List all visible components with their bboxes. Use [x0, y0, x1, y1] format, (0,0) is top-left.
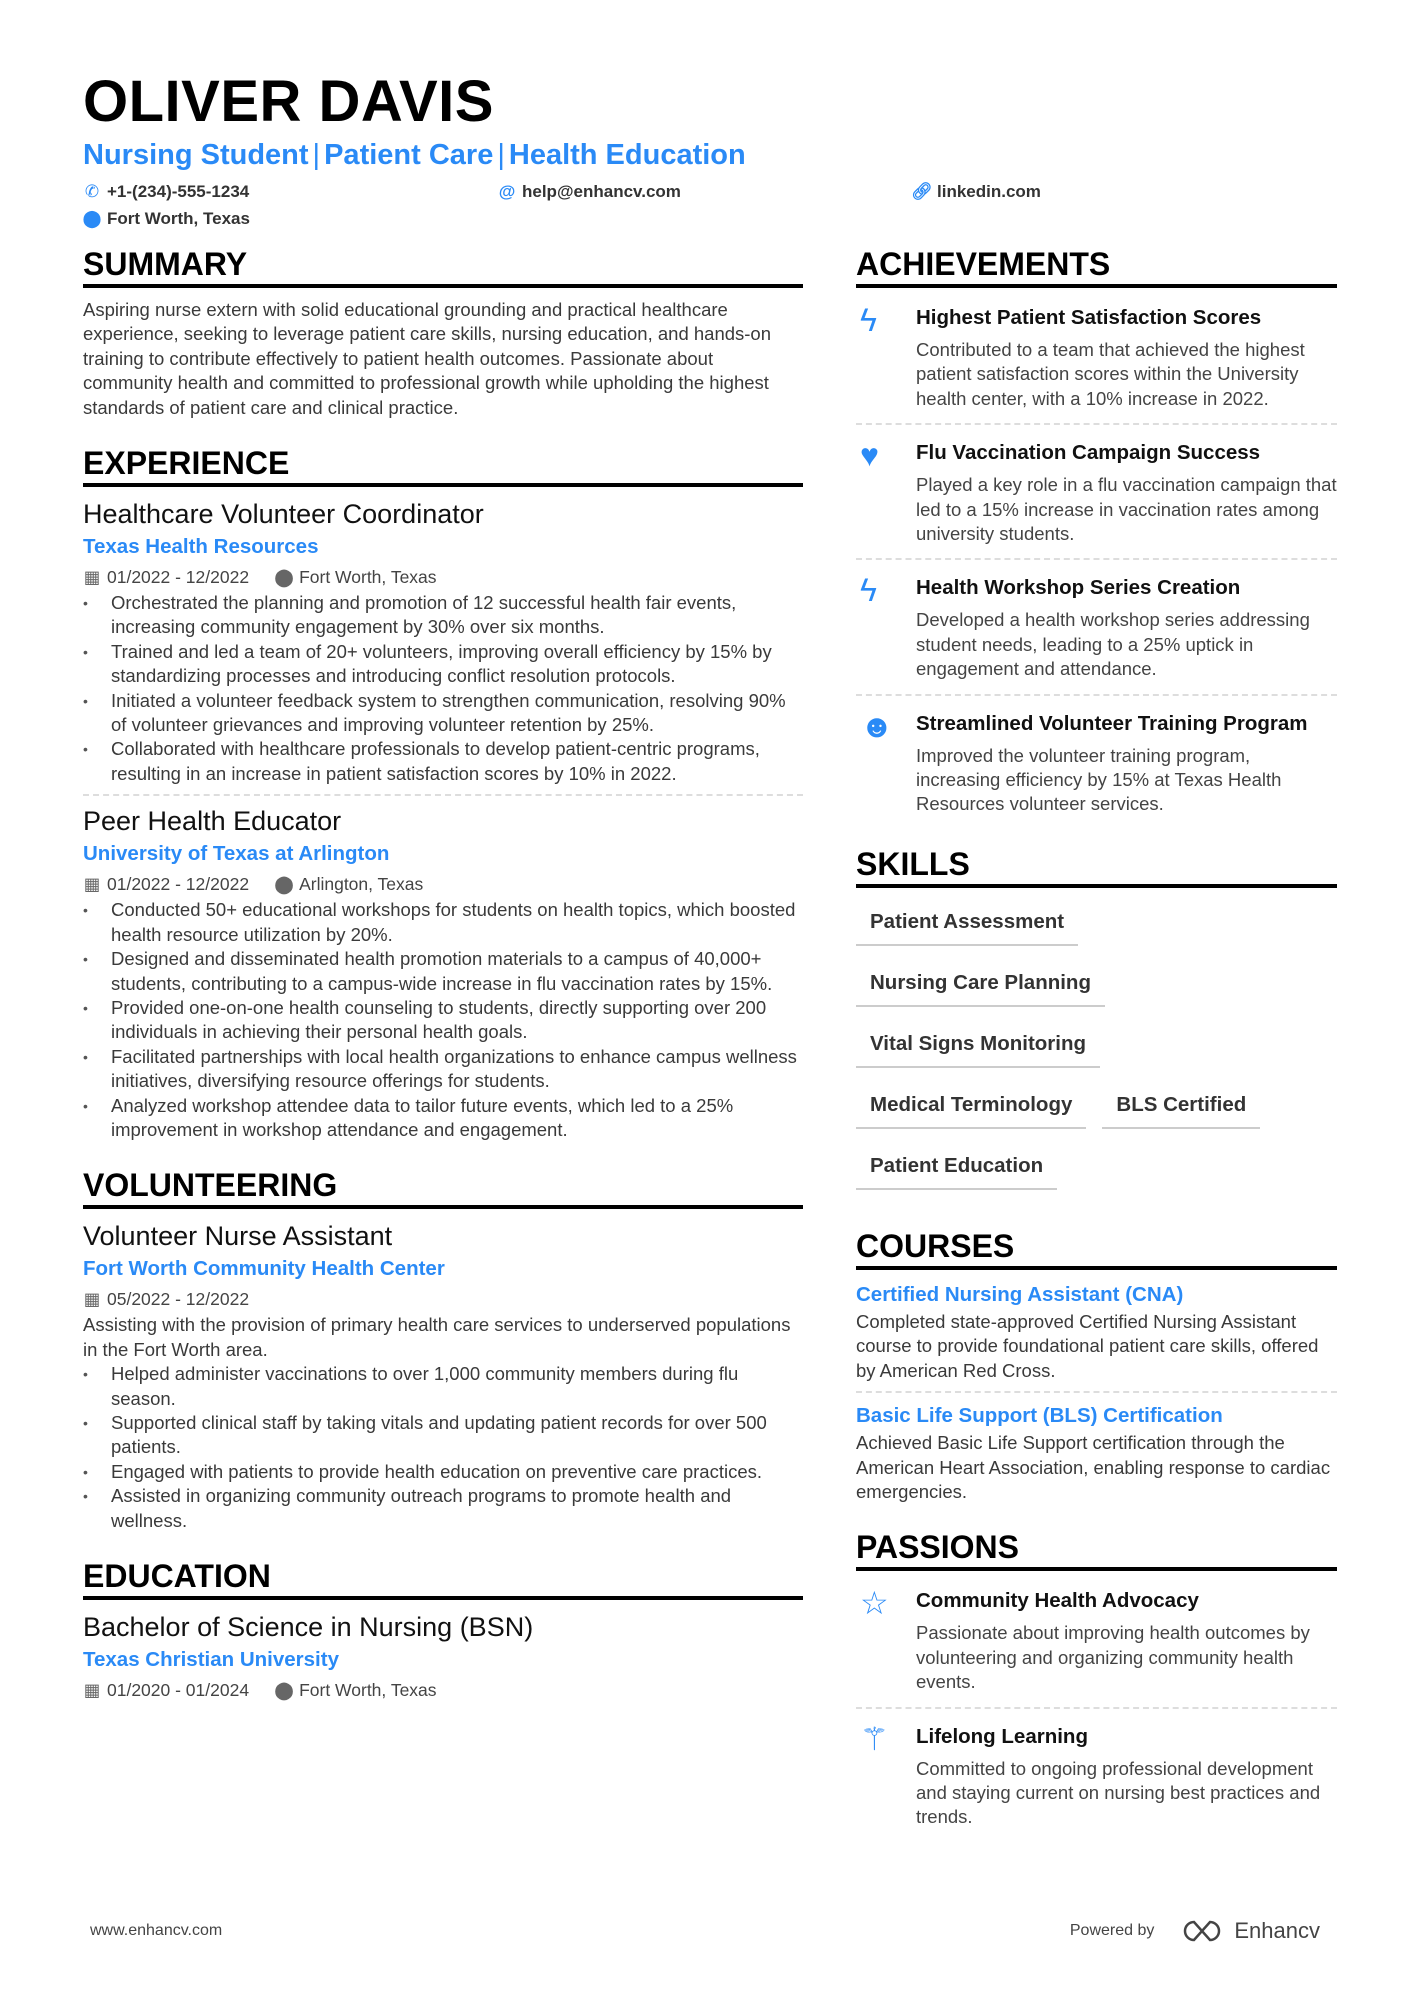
- section-heading: SUMMARY: [83, 245, 803, 288]
- skill-tag: BLS Certified: [1102, 1081, 1260, 1129]
- skills-section: [856, 845, 1337, 1203]
- headline: [83, 138, 1343, 172]
- bullet-item: • Orchestrated the planning and promotion of 12 successful health fair events, increasing community engagement by 30% over six months.: [83, 591, 803, 640]
- company-name: Texas Health Resources: [83, 535, 319, 559]
- phone-icon: ✆: [84, 182, 100, 201]
- skills-row: [856, 1081, 1337, 1142]
- summary-section: [83, 245, 803, 420]
- role-description: Assisting with the provision of primary health care services to underserved populations in the Fort Worth area.: [83, 1314, 791, 1360]
- location: [275, 1676, 436, 1704]
- passions-item: [856, 1717, 1337, 1834]
- company-name: University of Texas at Arlington: [83, 842, 390, 866]
- achievements-content: [916, 708, 1337, 817]
- at-icon: @: [498, 182, 516, 201]
- head-icon: ☻: [860, 707, 894, 744]
- bullet-item: • Helped administer vaccinations to over 1,000 community members during flu season.: [83, 1362, 803, 1411]
- bullet-item: • Trained and led a team of 20+ volunteers, improving overall efficiency by 15% by standardizing processes and introducing conflict resolution protocols.: [83, 640, 803, 689]
- location-pin-icon: ⬤: [274, 874, 294, 895]
- star-icon: ☆: [860, 1585, 889, 1622]
- bullet-item: • Designed and disseminated health promotion materials to a campus of 40,000+ students, contributing to a campus-wide increase in flu vaccination rates by 15%.: [83, 947, 803, 996]
- job-title: Healthcare Volunteer Coordinator: [83, 499, 484, 530]
- course-description: Achieved Basic Life Support certification through the American Heart Association, enabling response to cardiac emergencies.: [856, 1432, 1331, 1502]
- achievements-item: [856, 704, 1337, 821]
- bullet-item: • Analyzed workshop attendee data to tailor future events, which led to a 25% improvement in workshop attendance and engagement.: [83, 1094, 803, 1143]
- left-column: [83, 245, 803, 1728]
- location-text: Fort Worth, Texas: [107, 209, 250, 228]
- contact-row: [83, 178, 1343, 205]
- location: [275, 870, 423, 898]
- calendar-icon: ▦: [83, 1680, 101, 1700]
- divider: [83, 794, 803, 796]
- volunteering-section: [83, 1166, 803, 1533]
- organization-name: Fort Worth Community Health Center: [83, 1257, 445, 1281]
- skill-tag: Medical Terminology: [856, 1081, 1086, 1129]
- skill-tag: Patient Education: [856, 1142, 1057, 1190]
- achievements-item: [856, 568, 1337, 685]
- bullet-item: • Supported clinical staff by taking vitals and updating patient records for over 500 patients.: [83, 1411, 803, 1460]
- brand-name: Enhancv: [1234, 1918, 1320, 1943]
- location-pin-icon: ⬤: [274, 1680, 294, 1700]
- passions-description: Passionate about improving health outcomes by volunteering and organizing community health events.: [916, 1622, 1310, 1693]
- passions-content: [916, 1585, 1337, 1694]
- headline-item: Patient Care: [324, 139, 494, 171]
- role-title: Volunteer Nurse Assistant: [83, 1221, 393, 1252]
- location-contact: [83, 205, 250, 232]
- degree-title: Bachelor of Science in Nursing (BSN): [83, 1612, 534, 1642]
- enhancv-logo[interactable]: [1180, 1918, 1320, 1944]
- courses-section: [856, 1227, 1337, 1504]
- bullet-list: [83, 591, 803, 786]
- job-meta: [83, 563, 803, 591]
- education-section: [83, 1557, 803, 1704]
- section-heading: EXPERIENCE: [83, 444, 803, 487]
- achievements-item: [856, 298, 1337, 415]
- calendar-icon: ▦: [83, 567, 101, 588]
- powered-by: [1070, 1918, 1320, 1944]
- achievements-content: [916, 572, 1337, 681]
- skills-row: [856, 959, 1337, 1020]
- skills-row: [856, 1142, 1337, 1203]
- divider: [856, 694, 1337, 696]
- date-text: 01/2022 - 12/2022: [107, 567, 250, 588]
- bullet-item: • Provided one-on-one health counseling to students, directly supporting over 200 individuals in achieving their personal health goals.: [83, 996, 803, 1045]
- divider: [856, 1707, 1337, 1709]
- website-link[interactable]: www.enhancv.com: [90, 1922, 223, 1939]
- contact-row: [83, 205, 1343, 232]
- email-contact[interactable]: [498, 178, 913, 205]
- skill-tag: Nursing Care Planning: [856, 959, 1105, 1007]
- location-text: Fort Worth, Texas: [299, 1680, 437, 1700]
- summary-text: Aspiring nurse extern with solid educational grounding and practical healthcare experience, seeking to leverage patient care skills, nursing education, and hands-on training to contribute effectively to patient health outcomes. Passionate about community health and committed to professional growth while upholding the highest standards of patient care and clinical practice.: [83, 299, 772, 418]
- date-text: 01/2020 - 01/2024: [107, 1680, 250, 1700]
- experience-section: [83, 444, 803, 1142]
- calendar-icon: ▦: [83, 874, 101, 895]
- achievements-description: Improved the volunteer training program, increasing efficiency by 15% at Texas Health Resources volunteer services.: [916, 744, 1282, 815]
- passions-description: Committed to ongoing professional development and staying current on nursing best practices and trends.: [916, 1757, 1321, 1828]
- phone-contact: [83, 178, 498, 205]
- bolt-icon: ϟ: [860, 302, 877, 338]
- location-pin-icon: ⬤: [274, 567, 294, 588]
- divider: [856, 1391, 1337, 1393]
- section-heading: ACHIEVEMENTS: [856, 245, 1337, 288]
- bullet-list: [83, 898, 803, 1142]
- bullet-item: • Collaborated with healthcare professionals to develop patient-centric programs, resulting in an increase in patient satisfaction scores by 10% in 2022.: [83, 737, 803, 786]
- date-range: [83, 563, 249, 591]
- course-title: Basic Life Support (BLS) Certification: [856, 1404, 1223, 1428]
- bullet-item: • Engaged with patients to provide health education on preventive care practices.: [83, 1460, 803, 1484]
- bullet-list: [83, 1362, 803, 1533]
- email-link[interactable]: help@enhancv.com: [522, 182, 681, 201]
- date-range: [83, 1285, 249, 1313]
- achievements-content: [916, 437, 1337, 546]
- headline-separator: |: [497, 139, 505, 171]
- resume-header: [83, 70, 1343, 232]
- achievements-description: Contributed to a team that achieved the highest patient satisfaction scores within the University health center, with a 10% increase in 2022.: [916, 339, 1305, 409]
- passions-title: Lifelong Learning: [916, 1724, 1088, 1748]
- calendar-icon: ▦: [83, 1289, 101, 1310]
- passions-title: Community Health Advocacy: [916, 1589, 1199, 1613]
- skills-list: [856, 898, 1337, 1203]
- linkedin-contact[interactable]: [913, 178, 1041, 205]
- footer: [90, 1918, 1320, 1944]
- achievements-description: Played a key role in a flu vaccination campaign that led to a 15% increase in vaccination rates among university students.: [916, 474, 1337, 545]
- achievements-title: Streamlined Volunteer Training Program: [916, 711, 1308, 735]
- location-pin-icon: ⬤: [82, 209, 102, 228]
- education-meta: [83, 1676, 803, 1704]
- divider: [856, 558, 1337, 560]
- achievements-title: Health Workshop Series Creation: [916, 576, 1241, 600]
- date-text: 01/2022 - 12/2022: [107, 874, 250, 895]
- location-text: Arlington, Texas: [299, 874, 424, 895]
- achievements-title: Highest Patient Satisfaction Scores: [916, 306, 1262, 329]
- date-text: 05/2022 - 12/2022: [107, 1289, 250, 1310]
- section-heading: VOLUNTEERING: [83, 1166, 803, 1209]
- achievements-item: [856, 433, 1337, 550]
- right-column: [856, 245, 1337, 1858]
- passions-section: [856, 1528, 1337, 1833]
- headline-item: Nursing Student: [83, 139, 309, 171]
- location-text: Fort Worth, Texas: [299, 567, 437, 588]
- job-title: Peer Health Educator: [83, 806, 342, 837]
- headline-separator: |: [312, 139, 321, 171]
- role-meta: [83, 1285, 803, 1313]
- date-range: [83, 1676, 249, 1704]
- achievements-description: Developed a health workshop series addressing student needs, leading to a 25% uptick in engagement and attendance.: [916, 609, 1310, 680]
- date-range: [83, 870, 249, 898]
- passions-item: [856, 1581, 1337, 1698]
- candidate-name: OLIVER DAVIS: [83, 69, 494, 134]
- phone-text: +1-(234)-555-1234: [107, 182, 250, 201]
- heart-icon: ♥: [860, 437, 879, 474]
- bullet-item: • Initiated a volunteer feedback system to strengthen communication, resolving 90% of volunteer grievances and improving volunteer retention by 25%.: [83, 689, 803, 738]
- course-title: Certified Nursing Assistant (CNA): [856, 1282, 1184, 1306]
- linkedin-link[interactable]: linkedin.com: [937, 182, 1041, 201]
- achievements-section: [856, 245, 1337, 821]
- passions-content: [916, 1721, 1337, 1830]
- course-description: Completed state-approved Certified Nursing Assistant course to provide foundational patient care skills, offered by American Red Cross.: [856, 1310, 1319, 1381]
- section-heading: PASSIONS: [856, 1528, 1337, 1571]
- bullet-item: • Assisted in organizing community outreach programs to promote health and wellness.: [83, 1484, 803, 1533]
- skill-tag: Patient Assessment: [856, 898, 1078, 946]
- skill-tag: Vital Signs Monitoring: [856, 1020, 1100, 1068]
- section-heading: COURSES: [856, 1227, 1337, 1270]
- section-heading: SKILLS: [856, 845, 1337, 888]
- bullet-item: • Facilitated partnerships with local health organizations to enhance campus wellness initiatives, diversifying resource offerings for students.: [83, 1045, 803, 1094]
- skills-row: [856, 1020, 1337, 1081]
- enhancv-logo-icon: [1180, 1918, 1224, 1944]
- headline-item: Health Education: [508, 139, 746, 171]
- skills-row: [856, 898, 1337, 959]
- achievements-title: Flu Vaccination Campaign Success: [916, 441, 1261, 465]
- bolt-icon: ϟ: [860, 572, 877, 609]
- link-icon: 🔗︎: [911, 182, 933, 201]
- powered-by-label: Powered by: [1069, 1922, 1155, 1939]
- divider: [856, 423, 1337, 425]
- achievements-content: [916, 302, 1337, 411]
- job-meta: [83, 870, 803, 898]
- section-heading: EDUCATION: [83, 1557, 803, 1600]
- magic-wand-icon: ⚚: [860, 1720, 889, 1757]
- location: [275, 563, 436, 591]
- school-name: Texas Christian University: [83, 1648, 339, 1671]
- bullet-item: • Conducted 50+ educational workshops for students on health topics, which boosted health resource utilization by 20%.: [83, 898, 803, 947]
